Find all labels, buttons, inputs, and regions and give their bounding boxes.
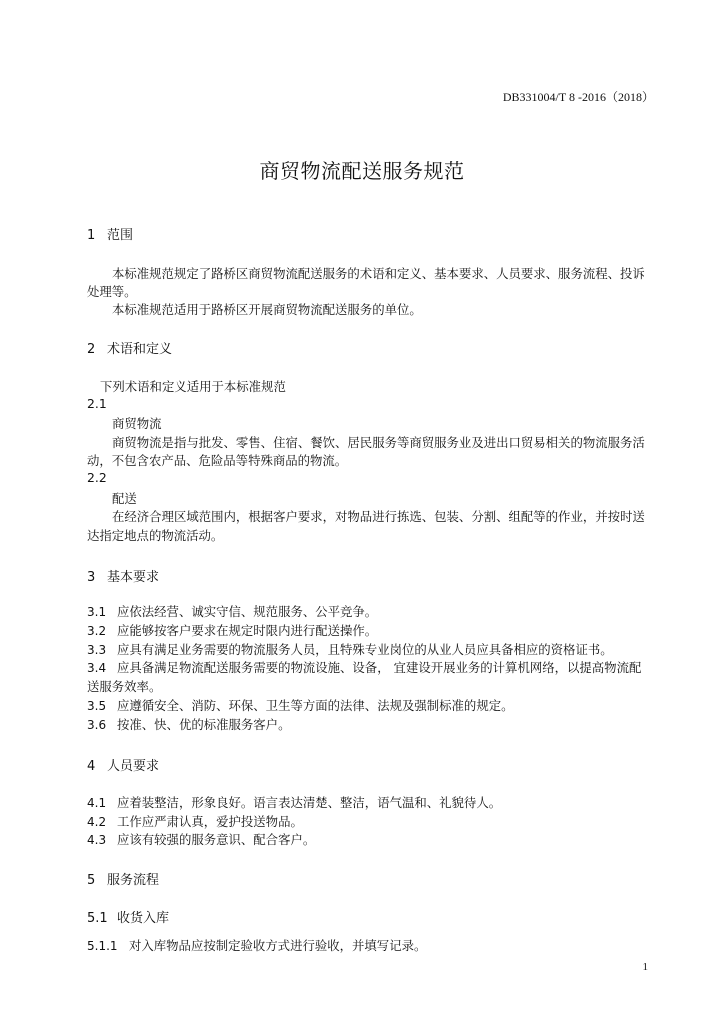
list-item: 4.3 应该有较强的服务意识、配合客户。 — [87, 832, 316, 847]
term-name: 配送 — [112, 491, 137, 506]
section-3-heading — [87, 566, 159, 585]
list-item: 5.1.1 对入库物品应按制定验收方式进行验收，并填写记录。 — [87, 938, 427, 953]
page-number: 1 — [642, 961, 648, 973]
subsection-heading — [87, 907, 169, 926]
section-title: 术语和定义 — [107, 342, 173, 357]
section-title: 服务流程 — [107, 873, 160, 888]
paragraph: 下列术语和定义适用于本标准规范 — [100, 379, 286, 394]
list-item: 3.1 应依法经营、诚实守信、规范服务、公平竞争。 — [87, 604, 378, 619]
list-item: 4.2 工作应严肃认真，爱护投送物品。 — [87, 814, 303, 829]
paragraph: 本标准规范适用于路桥区开展商贸物流配送服务的单位。 — [112, 302, 422, 317]
section-2-heading — [87, 338, 172, 357]
section-number: 5 — [87, 873, 96, 888]
section-title: 基本要求 — [107, 570, 160, 585]
list-item: 4.1 应着装整洁，形象良好。语言表达清楚、整洁，语气温和、礼貌待人。 — [87, 795, 502, 810]
section-title: 范围 — [107, 228, 134, 243]
section-number: 2 — [87, 342, 96, 357]
list-item: 3.6 按准、快、优的标准服务客户。 — [87, 717, 291, 732]
paragraph: 处理等。 — [87, 284, 137, 299]
term-definition: 商贸物流是指与批发、零售、住宿、餐饮、居民服务等商贸服务业及进出口贸易相关的物流服务活 — [112, 435, 645, 450]
section-1-heading — [87, 224, 133, 243]
term-name: 商贸物流 — [112, 416, 162, 431]
section-number: 3 — [87, 570, 96, 585]
section-number: 1 — [87, 228, 96, 243]
section-title: 人员要求 — [107, 759, 160, 774]
term-definition: 动，不包含农产品、危险品等特殊商品的物流。 — [87, 453, 348, 468]
list-item-continuation: 送服务效率。 — [87, 679, 162, 694]
subsection-title: 收货入库 — [117, 911, 170, 926]
list-item: 3.5 应遵循安全、消防、环保、卫生等方面的法律、法规及强制标准的规定。 — [87, 698, 514, 713]
term-number: 2.1 — [87, 396, 107, 411]
section-5-heading — [87, 869, 159, 888]
section-number: 4 — [87, 759, 96, 774]
term-number: 2.2 — [87, 470, 107, 485]
document-title: 商贸物流配送服务规范 — [259, 159, 465, 183]
list-item: 3.4 应具备满足物流配送服务需要的物流设施、设备， 宜建设开展业务的计算机网络，以提高物流配 — [87, 660, 642, 675]
term-definition: 达指定地点的物流活动。 — [87, 528, 224, 543]
term-definition: 在经济合理区域范围内，根据客户要求，对物品进行拣选、包装、分割、组配等的作业，并按时送 — [112, 509, 645, 524]
list-item: 3.3 应具有满足业务需要的物流服务人员，且特殊专业岗位的从业人员应具备相应的资格证书。 — [87, 642, 613, 657]
section-4-heading — [87, 755, 159, 774]
paragraph: 本标准规范规定了路桥区商贸物流配送服务的术语和定义、基本要求、人员要求、服务流程、投诉 — [112, 266, 645, 281]
list-item: 3.2 应能够按客户要求在规定时限内进行配送操作。 — [87, 623, 378, 638]
document-code: DB331004/T 8 -2016（2018） — [502, 90, 654, 104]
subsection-number: 5.1 — [87, 911, 108, 926]
